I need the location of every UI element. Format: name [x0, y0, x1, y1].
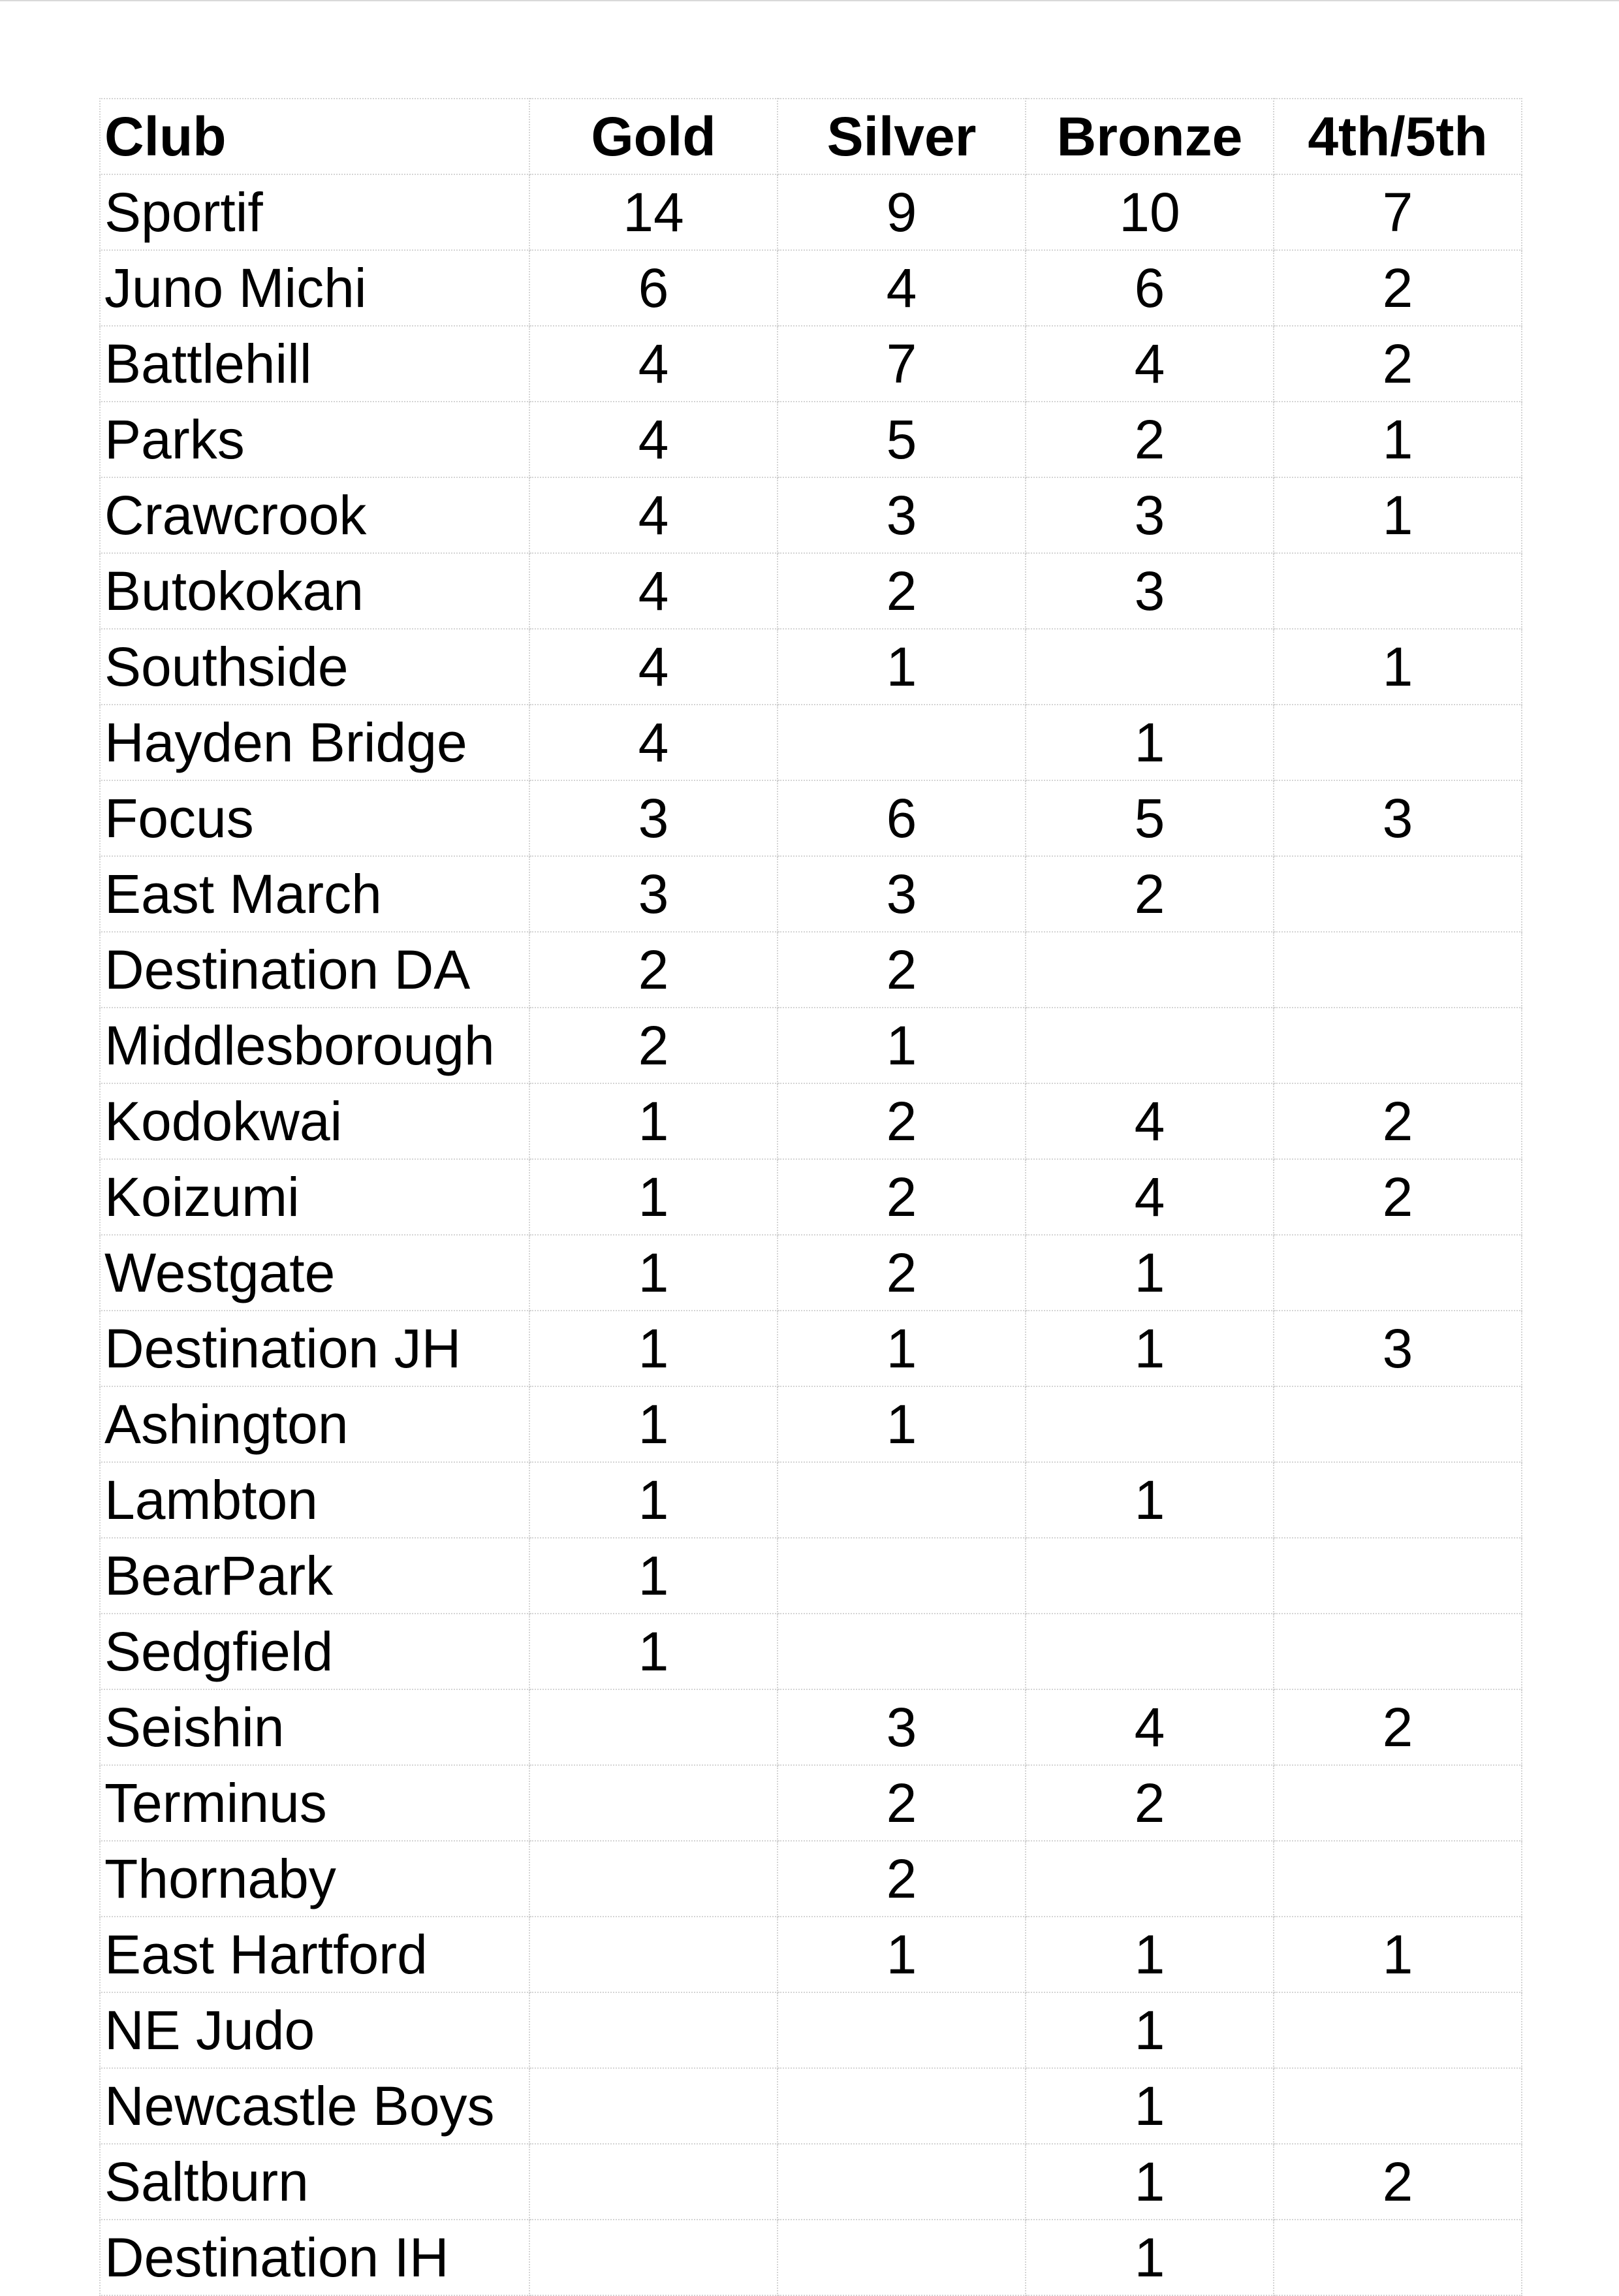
silver-count: 5 — [778, 402, 1026, 477]
table-row — [100, 1386, 1522, 1462]
gold-count: 4 — [529, 705, 778, 780]
silver-count — [778, 1614, 1026, 1689]
silver-count: 1 — [778, 1386, 1026, 1462]
fourth-fifth-count: 1 — [1274, 629, 1522, 705]
table-row — [100, 1689, 1522, 1765]
table-row — [100, 1917, 1522, 1992]
fourth-fifth-count: 2 — [1274, 1689, 1522, 1765]
fourth-fifth-count — [1274, 856, 1522, 932]
header-gold: Gold — [529, 99, 778, 174]
table-row — [100, 174, 1522, 250]
club-name: NE Judo — [100, 1992, 529, 2068]
silver-count: 1 — [778, 1917, 1026, 1992]
gold-count — [529, 1992, 778, 2068]
bronze-count: 4 — [1026, 1083, 1274, 1159]
gold-count: 4 — [529, 553, 778, 629]
bronze-count — [1026, 629, 1274, 705]
gold-count — [529, 2144, 778, 2220]
fourth-fifth-count — [1274, 1462, 1522, 1538]
header-silver: Silver — [778, 99, 1026, 174]
bronze-count: 1 — [1026, 2220, 1274, 2295]
table-row — [100, 1462, 1522, 1538]
table-row — [100, 705, 1522, 780]
fourth-fifth-count — [1274, 1235, 1522, 1311]
table-row — [100, 2068, 1522, 2144]
silver-count: 2 — [778, 1235, 1026, 1311]
silver-count: 2 — [778, 1083, 1026, 1159]
silver-count — [778, 1462, 1026, 1538]
club-name: Ashington — [100, 1386, 529, 1462]
bronze-count — [1026, 1008, 1274, 1083]
table-row — [100, 1311, 1522, 1386]
bronze-count: 10 — [1026, 174, 1274, 250]
silver-count: 2 — [778, 1159, 1026, 1235]
bronze-count: 4 — [1026, 326, 1274, 402]
silver-count: 3 — [778, 1689, 1026, 1765]
bronze-count: 4 — [1026, 1159, 1274, 1235]
club-name: Focus — [100, 780, 529, 856]
gold-count: 2 — [529, 1008, 778, 1083]
gold-count: 1 — [529, 1235, 778, 1311]
gold-count: 3 — [529, 780, 778, 856]
bronze-count: 3 — [1026, 553, 1274, 629]
fourth-fifth-count — [1274, 2068, 1522, 2144]
table-row — [100, 1235, 1522, 1311]
gold-count — [529, 2068, 778, 2144]
table-row — [100, 1765, 1522, 1841]
gold-count — [529, 1917, 778, 1992]
silver-count — [778, 2068, 1026, 2144]
gold-count: 6 — [529, 250, 778, 326]
bronze-count: 5 — [1026, 780, 1274, 856]
table-row — [100, 856, 1522, 932]
club-name: Saltburn — [100, 2144, 529, 2220]
silver-count: 9 — [778, 174, 1026, 250]
header-4th-5th: 4th/5th — [1274, 99, 1522, 174]
table-row — [100, 2220, 1522, 2295]
gold-count: 4 — [529, 477, 778, 553]
fourth-fifth-count: 1 — [1274, 477, 1522, 553]
bronze-count — [1026, 932, 1274, 1008]
club-name: East March — [100, 856, 529, 932]
bronze-count: 6 — [1026, 250, 1274, 326]
bronze-count: 1 — [1026, 2144, 1274, 2220]
bronze-count: 3 — [1026, 477, 1274, 553]
gold-count: 1 — [529, 1538, 778, 1614]
table-row — [100, 402, 1522, 477]
bronze-count: 1 — [1026, 705, 1274, 780]
fourth-fifth-count: 1 — [1274, 1917, 1522, 1992]
table-row — [100, 1159, 1522, 1235]
fourth-fifth-count: 3 — [1274, 1311, 1522, 1386]
fourth-fifth-count — [1274, 1992, 1522, 2068]
club-name: Westgate — [100, 1235, 529, 1311]
table-row — [100, 2144, 1522, 2220]
club-name: Sportif — [100, 174, 529, 250]
silver-count: 2 — [778, 553, 1026, 629]
table-row — [100, 1614, 1522, 1689]
club-name: Crawcrook — [100, 477, 529, 553]
club-name: Lambton — [100, 1462, 529, 1538]
fourth-fifth-count — [1274, 1538, 1522, 1614]
bronze-count: 1 — [1026, 1917, 1274, 1992]
gold-count — [529, 1765, 778, 1841]
club-name: Destination JH — [100, 1311, 529, 1386]
silver-count: 7 — [778, 326, 1026, 402]
silver-count: 3 — [778, 856, 1026, 932]
table-row — [100, 1841, 1522, 1917]
fourth-fifth-count: 2 — [1274, 250, 1522, 326]
club-name: Terminus — [100, 1765, 529, 1841]
gold-count: 1 — [529, 1386, 778, 1462]
fourth-fifth-count — [1274, 1765, 1522, 1841]
gold-count: 4 — [529, 326, 778, 402]
medal-table — [99, 98, 1522, 2296]
bronze-count: 4 — [1026, 1689, 1274, 1765]
silver-count: 1 — [778, 629, 1026, 705]
fourth-fifth-count: 2 — [1274, 2144, 1522, 2220]
fourth-fifth-count: 3 — [1274, 780, 1522, 856]
gold-count: 3 — [529, 856, 778, 932]
table-row — [100, 250, 1522, 326]
silver-count — [778, 1538, 1026, 1614]
fourth-fifth-count: 7 — [1274, 174, 1522, 250]
bronze-count: 2 — [1026, 402, 1274, 477]
gold-count — [529, 1689, 778, 1765]
fourth-fifth-count: 2 — [1274, 1083, 1522, 1159]
bronze-count: 1 — [1026, 1462, 1274, 1538]
silver-count: 2 — [778, 1841, 1026, 1917]
silver-count: 6 — [778, 780, 1026, 856]
club-name: Destination DA — [100, 932, 529, 1008]
bronze-count: 2 — [1026, 856, 1274, 932]
club-name: Kodokwai — [100, 1083, 529, 1159]
fourth-fifth-count — [1274, 1008, 1522, 1083]
silver-count — [778, 2144, 1026, 2220]
club-name: Thornaby — [100, 1841, 529, 1917]
gold-count: 1 — [529, 1614, 778, 1689]
club-name: East Hartford — [100, 1917, 529, 1992]
fourth-fifth-count — [1274, 1386, 1522, 1462]
club-name: Seishin — [100, 1689, 529, 1765]
bronze-count — [1026, 1614, 1274, 1689]
club-name: Middlesborough — [100, 1008, 529, 1083]
fourth-fifth-count: 2 — [1274, 326, 1522, 402]
bronze-count — [1026, 1386, 1274, 1462]
silver-count — [778, 2220, 1026, 2295]
silver-count: 2 — [778, 1765, 1026, 1841]
silver-count — [778, 1992, 1026, 2068]
gold-count: 1 — [529, 1462, 778, 1538]
silver-count: 2 — [778, 932, 1026, 1008]
club-name: Butokokan — [100, 553, 529, 629]
gold-count: 4 — [529, 402, 778, 477]
club-name: Southside — [100, 629, 529, 705]
fourth-fifth-count: 2 — [1274, 1159, 1522, 1235]
gold-count: 1 — [529, 1159, 778, 1235]
fourth-fifth-count — [1274, 705, 1522, 780]
club-name: BearPark — [100, 1538, 529, 1614]
club-name: Hayden Bridge — [100, 705, 529, 780]
header-row — [100, 99, 1522, 174]
bronze-count — [1026, 1538, 1274, 1614]
table-row — [100, 1008, 1522, 1083]
bronze-count: 1 — [1026, 1311, 1274, 1386]
fourth-fifth-count — [1274, 1614, 1522, 1689]
club-name: Koizumi — [100, 1159, 529, 1235]
bronze-count: 1 — [1026, 1235, 1274, 1311]
silver-count: 3 — [778, 477, 1026, 553]
medal-table-body — [100, 174, 1522, 2295]
medal-table-sheet — [99, 98, 1522, 2296]
bronze-count: 1 — [1026, 2068, 1274, 2144]
silver-count — [778, 705, 1026, 780]
table-row — [100, 553, 1522, 629]
header-bronze: Bronze — [1026, 99, 1274, 174]
bronze-count: 2 — [1026, 1765, 1274, 1841]
fourth-fifth-count — [1274, 1841, 1522, 1917]
gold-count: 14 — [529, 174, 778, 250]
bronze-count — [1026, 1841, 1274, 1917]
table-row — [100, 780, 1522, 856]
club-name: Juno Michi — [100, 250, 529, 326]
page-top-rule — [0, 0, 1619, 1]
silver-count: 1 — [778, 1311, 1026, 1386]
table-row — [100, 932, 1522, 1008]
bronze-count: 1 — [1026, 1992, 1274, 2068]
gold-count: 4 — [529, 629, 778, 705]
fourth-fifth-count — [1274, 553, 1522, 629]
table-row — [100, 629, 1522, 705]
club-name: Destination IH — [100, 2220, 529, 2295]
table-row — [100, 326, 1522, 402]
silver-count: 1 — [778, 1008, 1026, 1083]
silver-count: 4 — [778, 250, 1026, 326]
fourth-fifth-count — [1274, 932, 1522, 1008]
fourth-fifth-count — [1274, 2220, 1522, 2295]
table-row — [100, 1538, 1522, 1614]
table-row — [100, 1992, 1522, 2068]
gold-count — [529, 2220, 778, 2295]
club-name: Parks — [100, 402, 529, 477]
club-name: Newcastle Boys — [100, 2068, 529, 2144]
club-name: Battlehill — [100, 326, 529, 402]
header-club: Club — [100, 99, 529, 174]
gold-count: 2 — [529, 932, 778, 1008]
club-name: Sedgfield — [100, 1614, 529, 1689]
fourth-fifth-count: 1 — [1274, 402, 1522, 477]
gold-count: 1 — [529, 1311, 778, 1386]
table-row — [100, 1083, 1522, 1159]
gold-count — [529, 1841, 778, 1917]
gold-count: 1 — [529, 1083, 778, 1159]
table-row — [100, 477, 1522, 553]
